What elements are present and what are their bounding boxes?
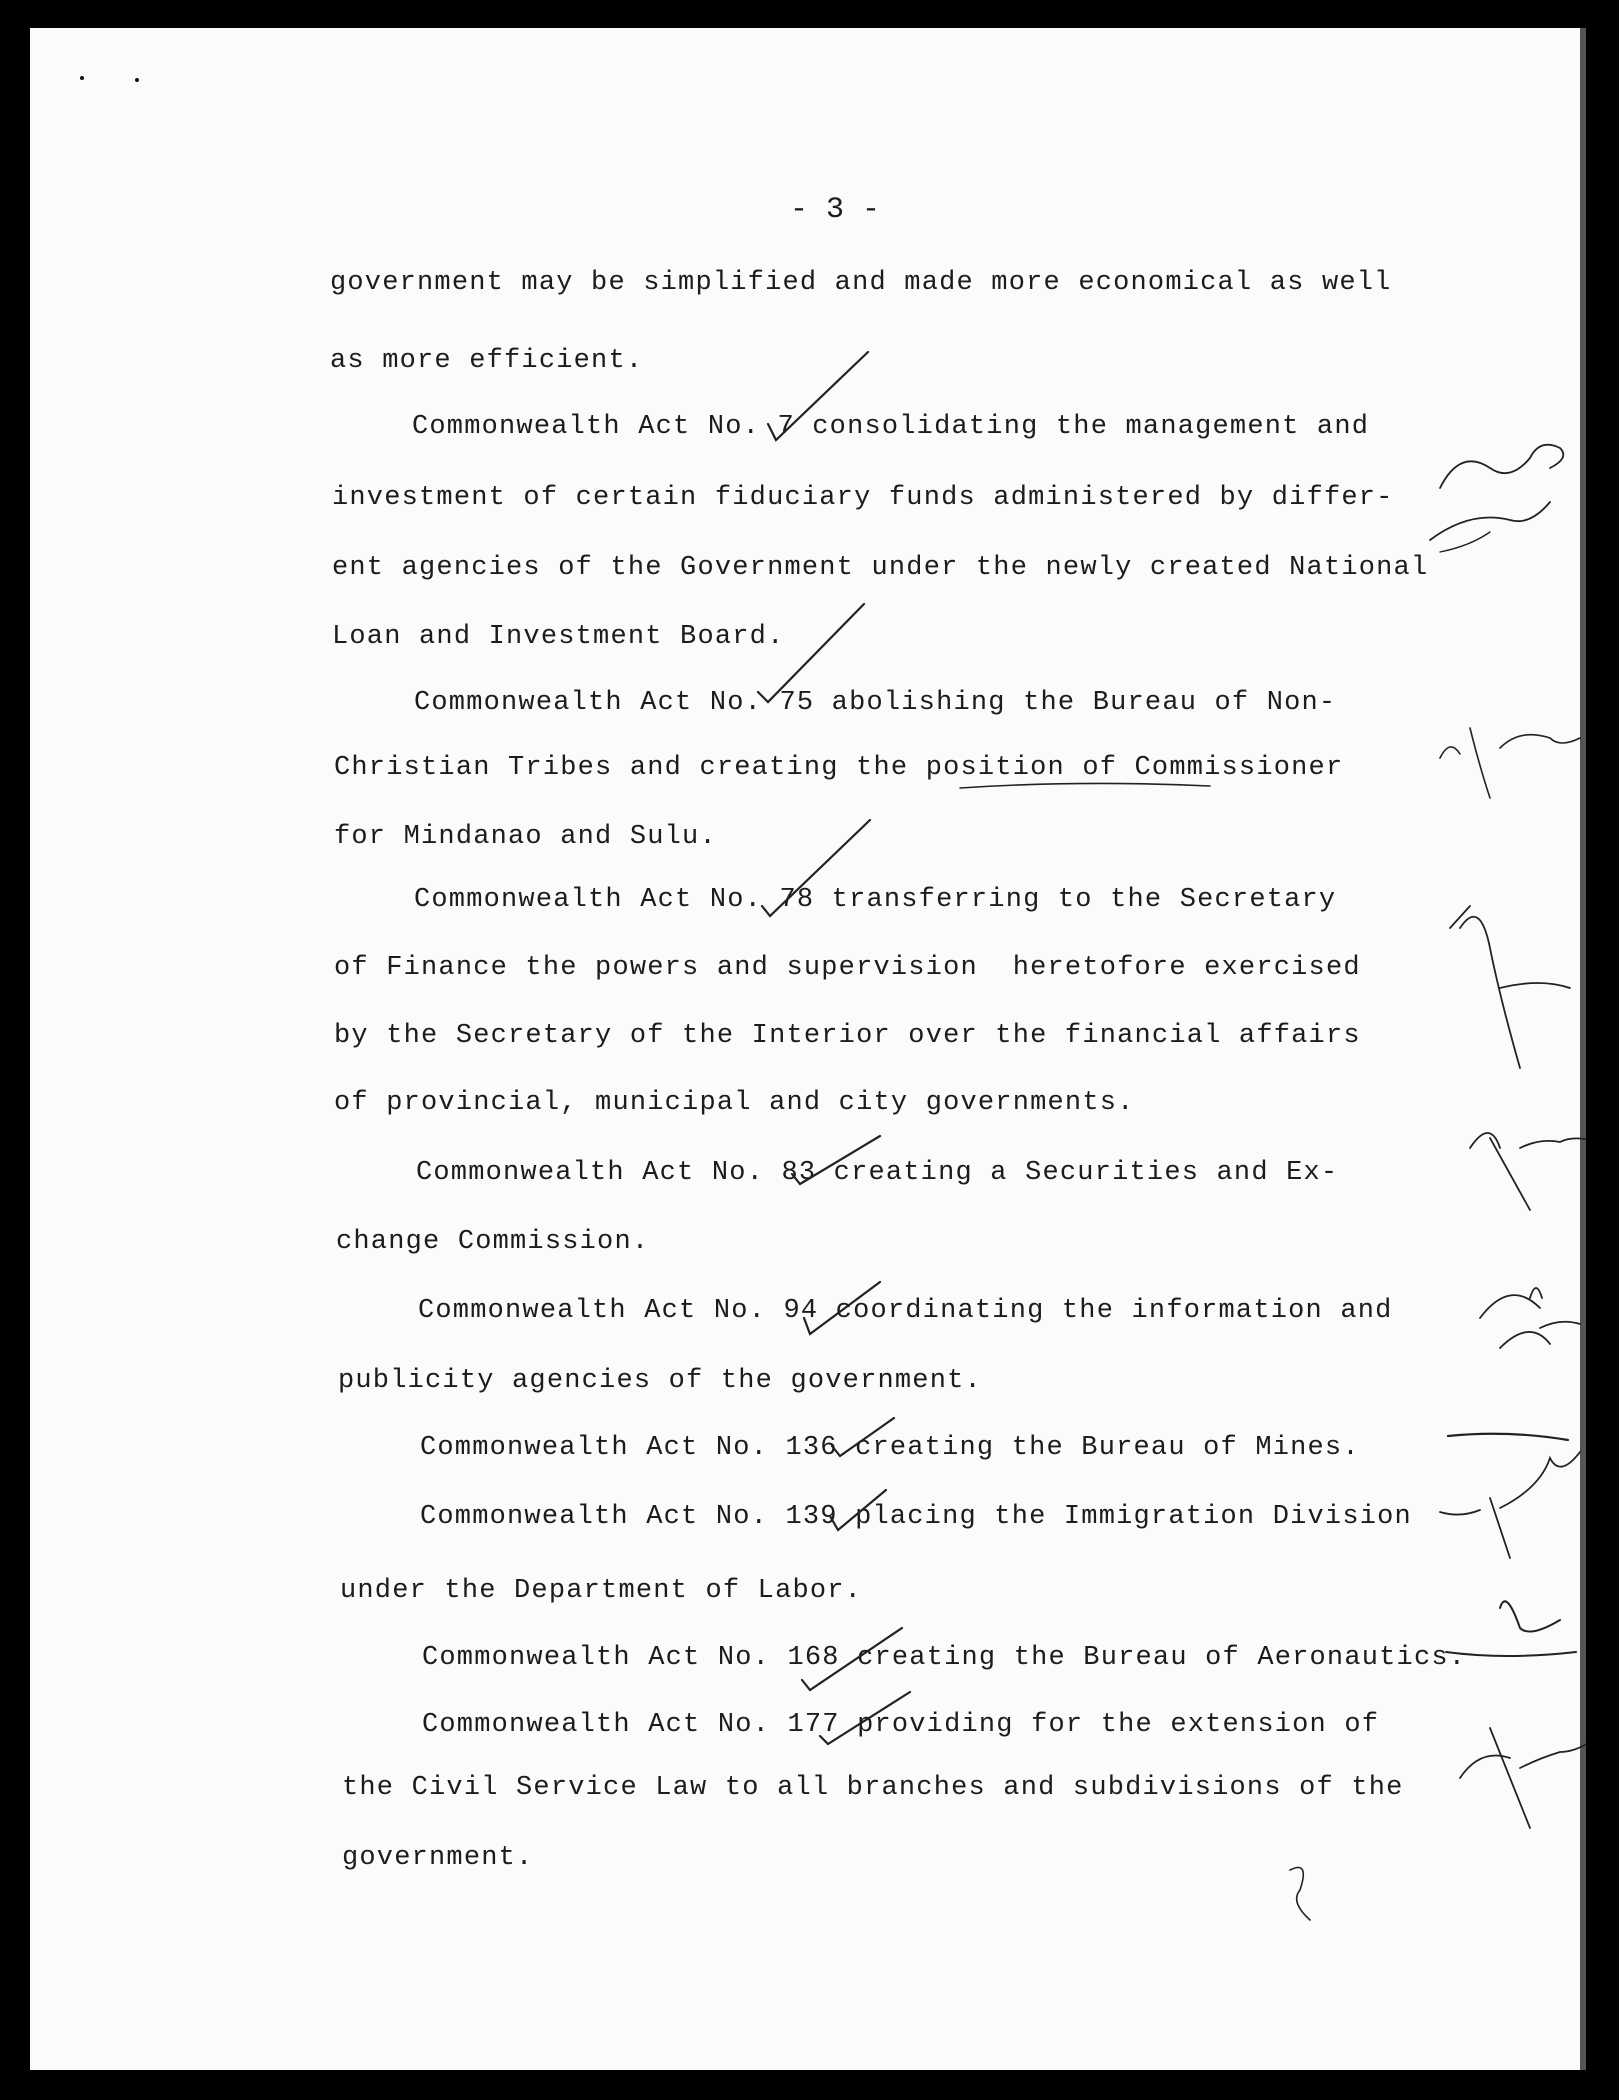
text-line: of provincial, municipal and city governments.	[334, 1088, 1135, 1118]
checkmark-icon	[792, 1136, 880, 1184]
text-line: publicity agencies of the government.	[338, 1366, 982, 1396]
text-line: Commonwealth Act No. 78 transferring to the Secretary	[414, 885, 1337, 915]
text-line: Commonwealth Act No. 75 abolishing the Bureau of Non-	[414, 688, 1337, 718]
text-line: Commonwealth Act No. 139 placing the Immigration Division	[420, 1502, 1412, 1532]
text-line: Commonwealth Act No. 7 consolidating the management and	[412, 412, 1370, 442]
text-line: government may be simplified and made more economical as well	[330, 268, 1392, 298]
checkmark-icon	[762, 820, 870, 916]
text-line: under the Department of Labor.	[340, 1576, 863, 1606]
checkmark-icon	[832, 1418, 894, 1456]
checkmark-icon	[802, 1628, 902, 1690]
text-line: change Commission.	[336, 1227, 650, 1257]
text-line: Commonwealth Act No. 94 coordinating the information and	[418, 1296, 1393, 1326]
text-line: Commonwealth Act No. 177 providing for the extension of	[422, 1710, 1380, 1740]
text-line: for Mindanao and Sulu.	[334, 822, 717, 852]
text-line: of Finance the powers and supervision heretofore exercised	[334, 953, 1361, 983]
text-line: government.	[342, 1843, 534, 1873]
checkmark-icon	[820, 1692, 910, 1744]
document-page	[30, 28, 1586, 2070]
text-line: Commonwealth Act No. 83 creating a Securities and Ex-	[416, 1158, 1339, 1188]
handwritten-annotations	[30, 28, 1586, 2070]
text-line: Christian Tribes and creating the position of Commissioner	[334, 753, 1344, 783]
text-line: as more efficient.	[330, 346, 644, 376]
text-line: investment of certain fiduciary funds administered by differ-	[332, 483, 1394, 513]
page-number: - 3 -	[790, 193, 881, 227]
text-line: the Civil Service Law to all branches and subdivisions of the	[342, 1773, 1404, 1803]
checkmark-icon	[830, 1490, 886, 1530]
text-line: by the Secretary of the Interior over the financial affairs	[334, 1021, 1361, 1051]
text-line: ent agencies of the Government under the newly created National	[332, 553, 1429, 583]
checkmark-icon	[804, 1282, 880, 1334]
checkmark-icon	[768, 352, 868, 440]
paper-speck	[135, 78, 139, 82]
text-line: Commonwealth Act No. 168 creating the Bureau of Aeronautics.	[422, 1643, 1467, 1673]
text-line: Commonwealth Act No. 136 creating the Bureau of Mines.	[420, 1433, 1360, 1463]
checkmark-icon	[758, 604, 864, 702]
text-line: Loan and Investment Board.	[332, 622, 785, 652]
paper-speck	[80, 76, 84, 80]
